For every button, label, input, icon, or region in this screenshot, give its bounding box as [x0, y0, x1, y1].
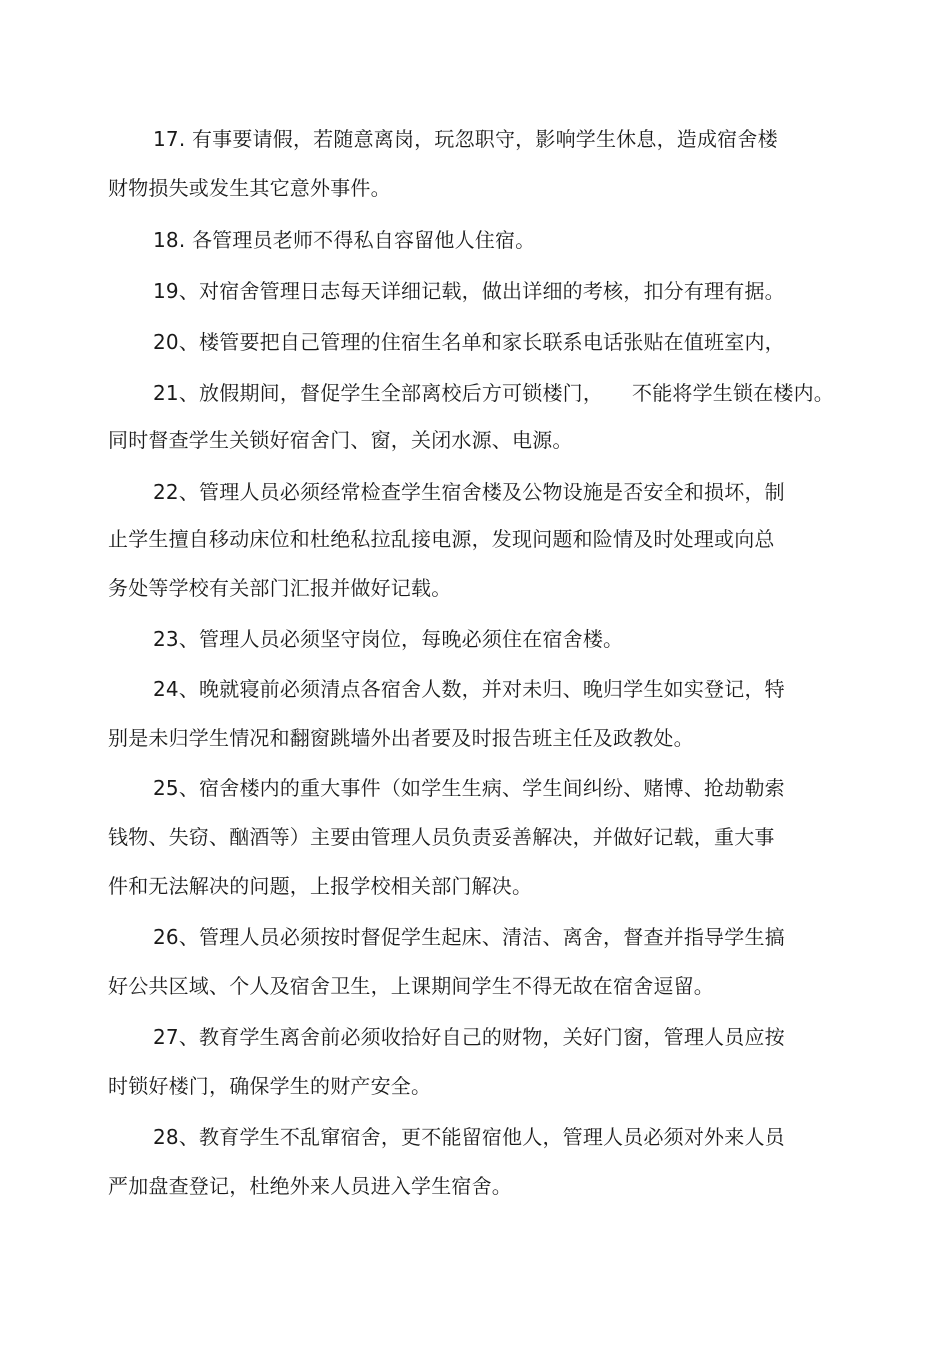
rule-22-line-2: 止学生擅自移动床位和杜绝私拉乱接电源，发现问题和险情及时处理或向总 [108, 527, 775, 551]
rule-28-line-1: 28、教育学生不乱窜宿舍，更不能留宿他人，管理人员必须对外来人员 [153, 1125, 785, 1149]
rule-23-line-1: 23、管理人员必须坚守岗位，每晚必须住在宿舍楼。 [153, 627, 624, 651]
rule-21-line-1a: 21、放假期间，督促学生全部离校后方可锁楼门， [153, 381, 604, 405]
rule-20-line-1: 20、楼管要把自己管理的住宿生名单和家长联系电话张贴在值班室内， [153, 330, 785, 354]
rule-22-line-1: 22、管理人员必须经常检查学生宿舍楼及公物设施是否安全和损坏，制 [153, 480, 785, 504]
rule-22-line-3: 务处等学校有关部门汇报并做好记载。 [108, 576, 452, 600]
rule-21-line-1b: 不能将学生锁在楼内。 [632, 381, 834, 405]
rule-24-line-2: 别是未归学生情况和翻窗跳墙外出者要及时报告班主任及政教处。 [108, 726, 694, 750]
rule-28-line-2: 严加盘查登记，杜绝外来人员进入学生宿舍。 [108, 1174, 512, 1198]
rule-19-line-1: 19、对宿舍管理日志每天详细记载，做出详细的考核，扣分有理有据。 [153, 279, 785, 303]
rule-18-line-1: 18. 各管理员老师不得私自容留他人住宿。 [153, 228, 536, 252]
rule-17-line-2: 财物损失或发生其它意外事件。 [108, 176, 391, 200]
rule-27-line-1: 27、教育学生离舍前必须收拾好自己的财物，关好门窗，管理人员应按 [153, 1025, 785, 1049]
rule-26-line-1: 26、管理人员必须按时督促学生起床、清洁、离舍，督查并指导学生搞 [153, 925, 785, 949]
rule-25-line-3: 件和无法解决的问题，上报学校相关部门解决。 [108, 874, 533, 898]
rule-24-line-1: 24、晚就寝前必须清点各宿舍人数，并对未归、晚归学生如实登记，特 [153, 677, 785, 701]
rule-25-line-1: 25、宿舍楼内的重大事件（如学生生病、学生间纠纷、赌博、抢劫勒索 [153, 776, 785, 800]
rule-25-line-2: 钱物、失窃、酗酒等）主要由管理人员负责妥善解决，并做好记载，重大事 [108, 825, 775, 849]
rule-21-line-2: 同时督查学生关锁好宿舍门、窗，关闭水源、电源。 [108, 428, 573, 452]
rule-27-line-2: 时锁好楼门，确保学生的财产安全。 [108, 1074, 432, 1098]
rule-17-line-1: 17. 有事要请假，若随意离岗，玩忽职守，影响学生休息，造成宿舍楼 [153, 127, 778, 151]
rule-26-line-2: 好公共区域、个人及宿舍卫生，上课期间学生不得无故在宿舍逗留。 [108, 974, 714, 998]
